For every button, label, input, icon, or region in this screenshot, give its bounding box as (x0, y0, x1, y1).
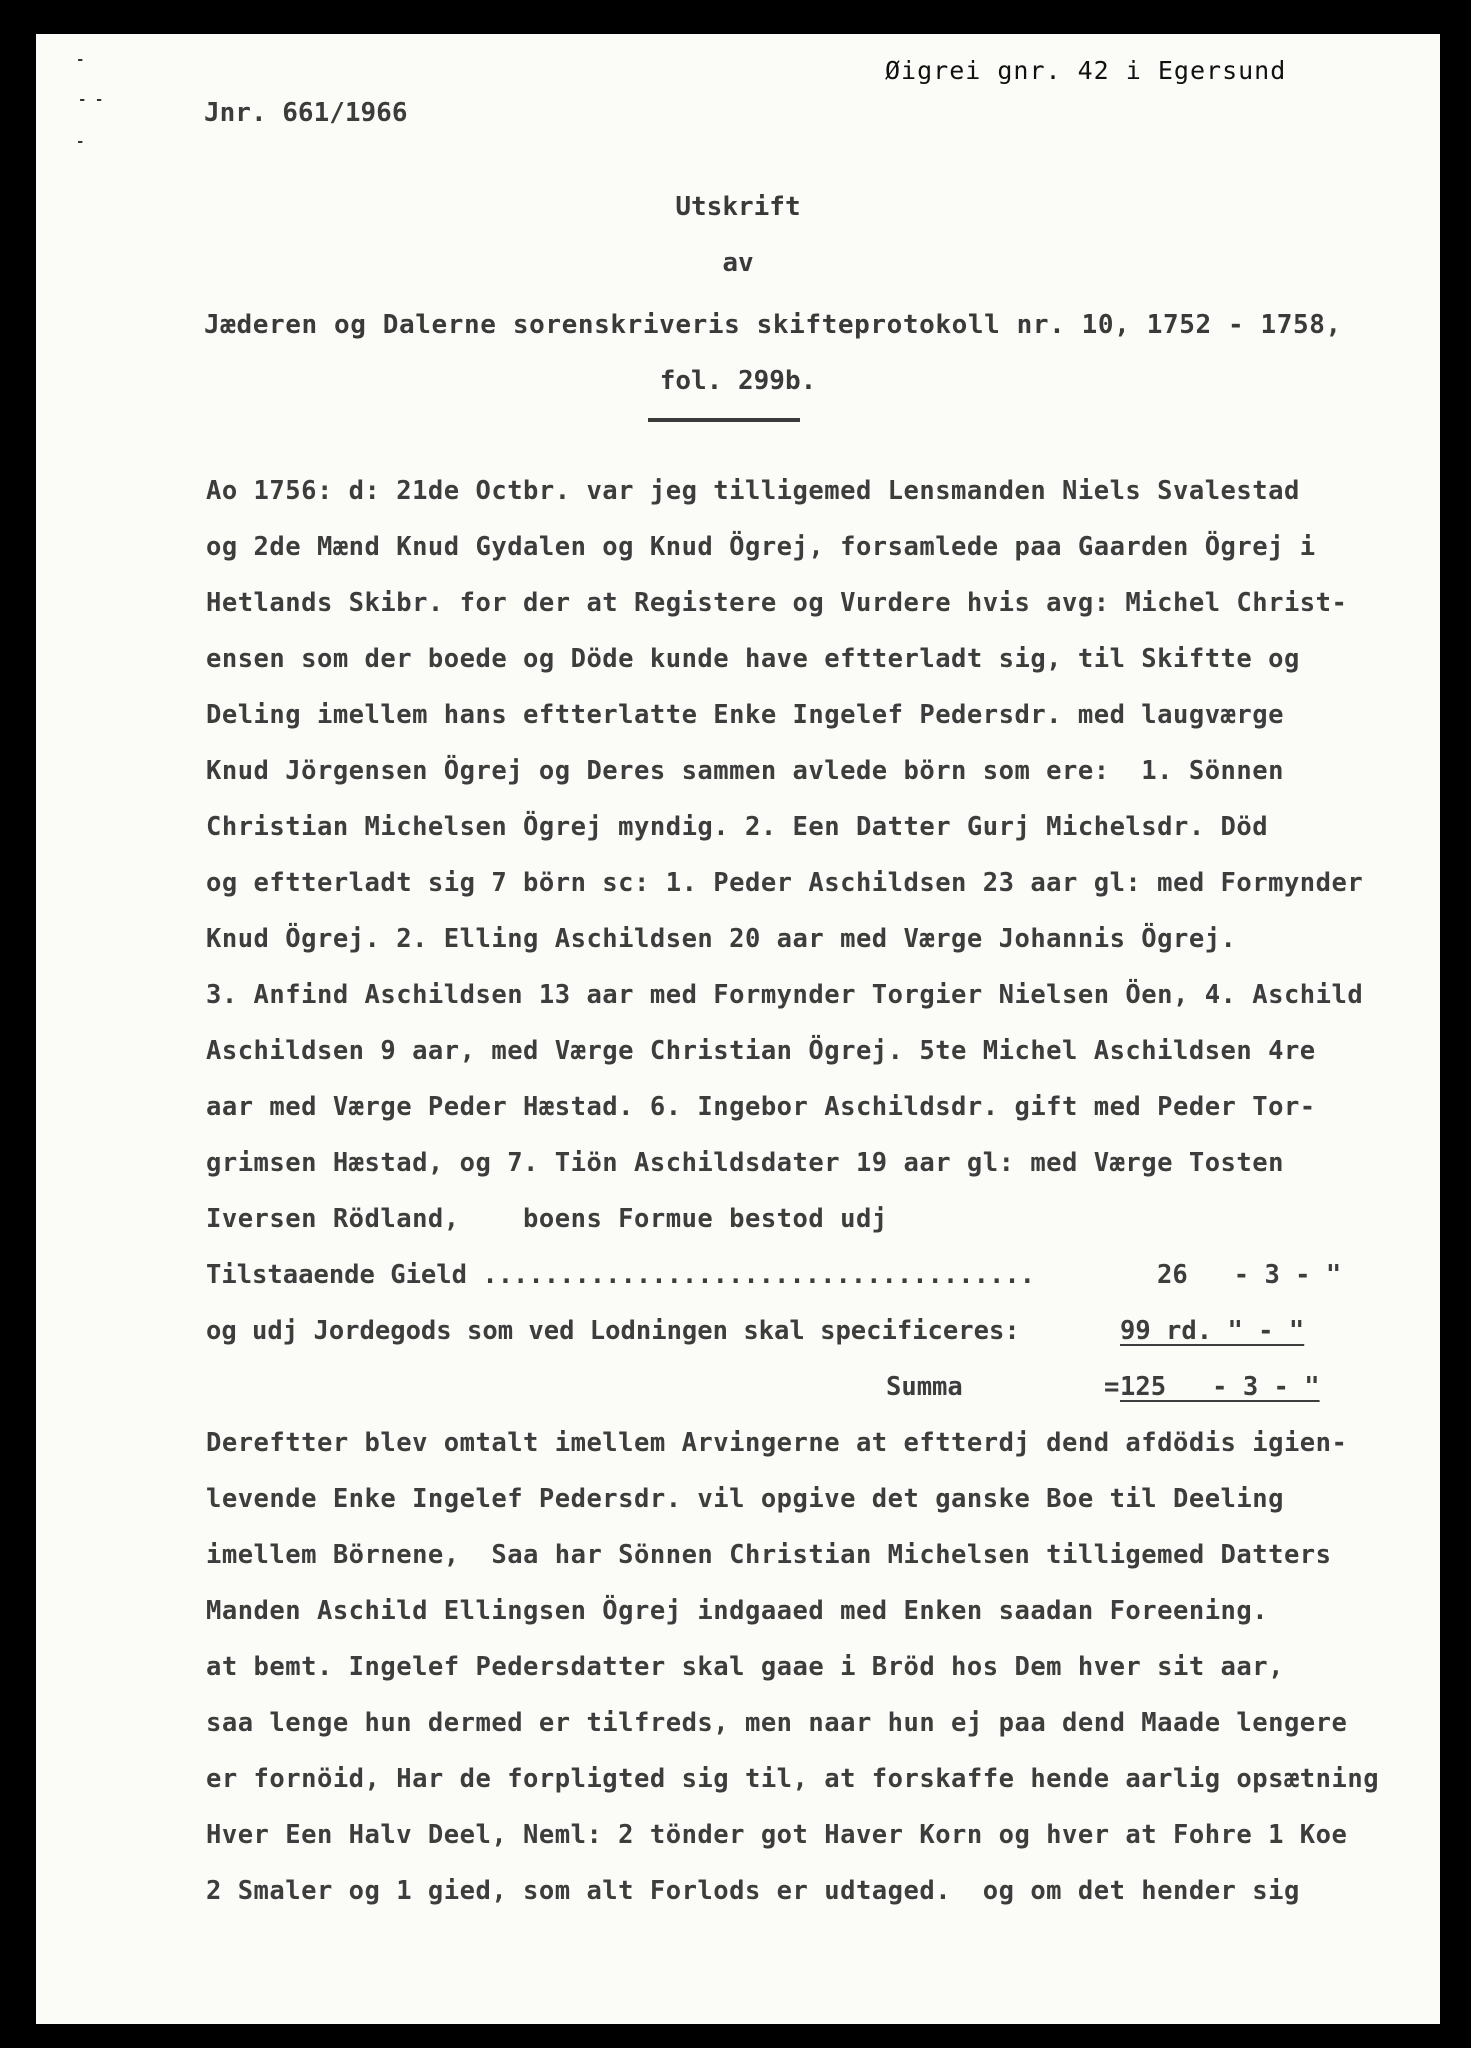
property-reference: Øigrei gnr. 42 i Egersund (885, 56, 1287, 85)
text-line: 3. Anfind Aschildsen 13 aar med Formynder Torgier Nielsen Öen, 4. Aschild (206, 980, 1364, 1010)
text-line: Iversen Rödland, boens Formue bestod udj (206, 1204, 888, 1234)
text-line: og 2de Mænd Knud Gydalen og Knud Ögrej, forsamlede paa Gaarden Ögrej i (206, 532, 1316, 562)
text-line: ensen som der boede og Döde kunde have eftterladt sig, til Skiftte og (206, 644, 1300, 674)
text-line: 2 Smaler og 1 gied, som alt Forlods er udtaged. og om det hender sig (206, 1876, 1300, 1906)
text-line: og eftterladt sig 7 börn sc: 1. Peder Aschildsen 23 aar gl: med Formynder (206, 868, 1364, 898)
text-line: grimsen Hæstad, og 7. Tiön Aschildsdater 19 aar gl: med Værge Tosten (206, 1148, 1284, 1178)
text-line: er fornöid, Har de forpligted sig til, at forskaffe hende aarlig opsætning (206, 1764, 1380, 1794)
text-line: Hver Een Halv Deel, Neml: 2 tönder got Haver Korn og hver at Fohre 1 Koe (206, 1820, 1348, 1850)
text-line: levende Enke Ingelef Pedersdr. vil opgive det ganske Boe til Deeling (206, 1484, 1284, 1514)
journal-number: Jnr. 661/1966 (204, 98, 408, 128)
sum-equals: = (1104, 1372, 1120, 1402)
title-av: av (722, 248, 754, 278)
text-line: saa lenge hun dermed er tilfreds, men naar hun ej paa dend Maade lengere (206, 1708, 1348, 1738)
text-line: Hetlands Skibr. for der at Registere og Vurdere hvis avg: Michel Christ- (206, 588, 1348, 618)
text-line: imellem Börnene, Saa har Sönnen Christian Michelsen tilligemed Datters (206, 1540, 1332, 1570)
margin-mark: - (76, 134, 85, 150)
sum-label: Summa (886, 1372, 963, 1402)
text-line: aar med Værge Peder Hæstad. 6. Ingebor Aschildsdr. gift med Peder Tor- (206, 1092, 1316, 1122)
text-line: Aschildsen 9 aar, med Værge Christian Ögrej. 5te Michel Aschildsen 4re (206, 1036, 1316, 1066)
title-underline (648, 418, 800, 422)
margin-mark: - (76, 52, 85, 68)
margin-mark: - - (78, 92, 104, 108)
text-line: Knud Jörgensen Ögrej og Deres sammen avlede börn som ere: 1. Sönnen (206, 756, 1284, 786)
land-label: og udj Jordegods som ved Lodningen skal specificeres: (206, 1316, 1020, 1346)
text-line: Ao 1756: d: 21de Octbr. var jeg tilligemed Lensmanden Niels Svalestad (206, 476, 1300, 506)
text-line: Christian Michelsen Ögrej myndig. 2. Een Datter Gurj Michelsdr. Död (206, 812, 1269, 842)
text-line: Manden Aschild Ellingsen Ögrej indgaaed med Enken saadan Foreening. (206, 1596, 1269, 1626)
text-line: Knud Ögrej. 2. Elling Aschildsen 20 aar med Værge Johannis Ögrej. (206, 924, 1237, 954)
text-line: Deling imellem hans eftterlatte Enke Ingelef Pedersdr. med laugværge (206, 700, 1284, 730)
text-line: Dereftter blev omtalt imellem Arvingerne at eftterdj dend afdödis igien- (206, 1428, 1348, 1458)
document-page (36, 34, 1440, 2024)
debt-value: 26 - 3 - " (1157, 1260, 1342, 1290)
title-utskrift: Utskrift (675, 192, 801, 222)
title-protocol: Jæderen og Dalerne sorenskriveris skifteprotokoll nr. 10, 1752 - 1758, (204, 310, 1342, 340)
sum-value: 125 - 3 - " (1120, 1372, 1320, 1402)
debt-label: Tilstaaende Gield .................................... (206, 1260, 1036, 1290)
title-folio: fol. 299b. (659, 366, 817, 396)
land-value: 99 rd. " - " (1120, 1316, 1305, 1346)
text-line: at bemt. Ingelef Pedersdatter skal gaae i Bröd hos Dem hver sit aar, (206, 1652, 1284, 1682)
